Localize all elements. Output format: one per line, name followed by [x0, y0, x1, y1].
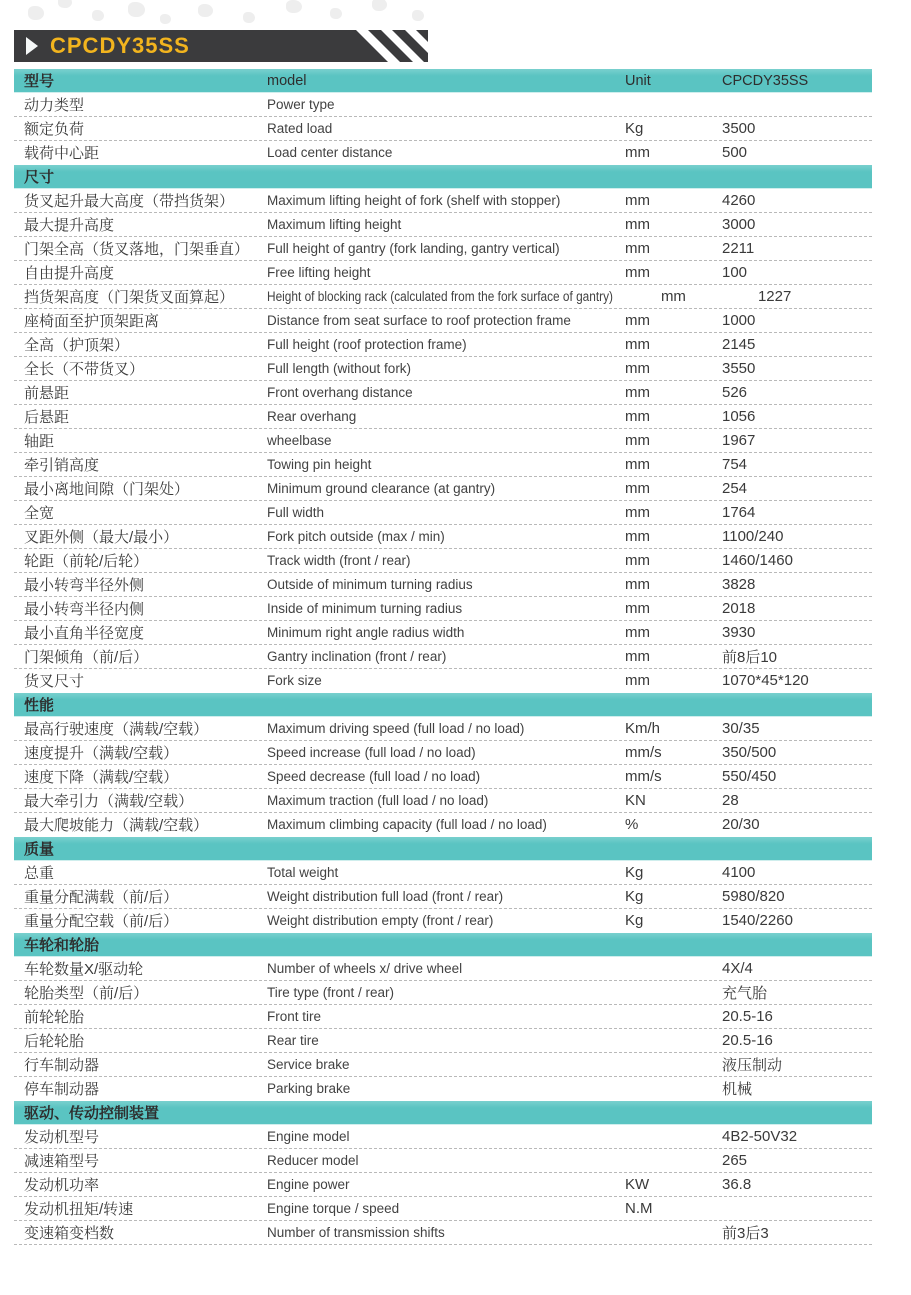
spec-value: 液压制动 — [722, 1057, 783, 1074]
spec-label-cn: 载荷中心距 — [24, 145, 100, 162]
spec-label-cn: 全长（不带货叉） — [24, 361, 145, 378]
watermark-blob — [58, 0, 72, 8]
spec-row — [14, 453, 872, 477]
section-title: 性能 — [24, 697, 55, 714]
spec-label-cn: 门架倾角（前/后） — [24, 649, 149, 666]
spec-label-cn: 总重 — [24, 865, 55, 882]
section-header — [14, 933, 872, 957]
spec-row — [14, 813, 872, 837]
spec-label-en: Tire type (front / rear) — [267, 985, 395, 1000]
spec-row — [14, 573, 872, 597]
spec-row — [14, 213, 872, 237]
section-title: 质量 — [24, 841, 55, 858]
spec-value: 1000 — [722, 312, 756, 329]
section-title: 尺寸 — [24, 169, 55, 186]
spec-label-cn: 前轮轮胎 — [24, 1009, 85, 1026]
spec-label-cn: 车轮数量X/驱动轮 — [24, 961, 144, 978]
spec-value: 100 — [722, 264, 748, 281]
spec-row — [14, 765, 872, 789]
spec-label-en: Load center distance — [267, 145, 393, 160]
spec-unit: mm — [625, 144, 650, 161]
spec-row — [14, 501, 872, 525]
spec-label-en: Engine torque / speed — [267, 1201, 400, 1216]
spec-label-en: Fork pitch outside (max / min) — [267, 529, 445, 544]
spec-label-cn: 发动机型号 — [24, 1129, 100, 1146]
spec-value: 1100/240 — [722, 528, 784, 545]
spec-value: 4X/4 — [722, 960, 753, 977]
spec-label-en: Power type — [267, 97, 335, 112]
spec-value: 754 — [722, 456, 748, 473]
watermark-blob — [92, 10, 104, 21]
spec-value: 2018 — [722, 600, 756, 617]
spec-label-en: Engine power — [267, 1177, 350, 1192]
spec-label-cn: 最大提升高度 — [24, 217, 115, 234]
spec-label-en: Inside of minimum turning radius — [267, 601, 463, 616]
spec-unit: mm/s — [625, 744, 662, 761]
spec-label-en: Rear overhang — [267, 409, 357, 424]
spec-unit: mm — [625, 432, 650, 449]
spec-unit: mm — [660, 288, 686, 305]
spec-row — [14, 285, 872, 309]
spec-row — [14, 1125, 872, 1149]
spec-unit: Km/h — [625, 720, 661, 737]
spec-label-cn: 行车制动器 — [24, 1057, 100, 1074]
spec-unit: mm — [625, 264, 650, 281]
spec-row — [14, 429, 872, 453]
spec-value: 1056 — [722, 408, 756, 425]
spec-label-cn: 后轮轮胎 — [24, 1033, 85, 1050]
watermark-blob — [412, 10, 424, 21]
spec-label-en: Weight distribution full load (front / rear) — [267, 889, 504, 904]
spec-table — [14, 69, 872, 1245]
section-title: 驱动、传动控制装置 — [24, 1105, 160, 1122]
spec-row — [14, 1173, 872, 1197]
spec-label-en: Speed decrease (full load / no load) — [267, 769, 481, 784]
spec-label-cn: 减速箱型号 — [24, 1153, 100, 1170]
spec-label-en: Towing pin height — [267, 457, 372, 472]
watermark-blob — [28, 6, 44, 20]
spec-row — [14, 237, 872, 261]
model-title: CPCDY35SS — [50, 33, 190, 58]
spec-value: 30/35 — [722, 720, 760, 737]
spec-unit: mm — [625, 624, 650, 641]
spec-label-cn: 速度下降（满载/空载） — [24, 769, 179, 786]
spec-label-en: Engine model — [267, 1129, 350, 1144]
spec-row — [14, 621, 872, 645]
spec-row — [14, 789, 872, 813]
spec-label-en: Full width — [267, 505, 325, 520]
spec-label-cn: 轴距 — [24, 433, 55, 450]
watermark-blob — [198, 4, 213, 17]
spec-unit: mm — [625, 504, 650, 521]
spec-value: 20.5-16 — [722, 1032, 773, 1049]
spec-row — [14, 597, 872, 621]
spec-label-cn: 最小直角半径宽度 — [24, 625, 145, 642]
spec-row — [14, 981, 872, 1005]
spec-unit: KN — [625, 792, 646, 809]
spec-label-cn: 最高行驶速度（满载/空载） — [24, 721, 209, 738]
watermark-blob — [243, 12, 255, 23]
spec-row — [14, 885, 872, 909]
watermark-blob — [330, 8, 342, 19]
spec-label-cn: 最小离地间隙（门架处） — [24, 481, 190, 498]
spec-label-en: Maximum traction (full load / no load) — [267, 793, 489, 808]
watermark-blob — [286, 0, 302, 13]
spec-unit: mm — [625, 192, 650, 209]
spec-label-cn: 最小转弯半径外侧 — [24, 577, 145, 594]
spec-unit: mm — [625, 360, 650, 377]
spec-label-en: Maximum climbing capacity (full load / no load) — [267, 817, 547, 832]
spec-label-en: Full length (without fork) — [267, 361, 412, 376]
spec-value: 5980/820 — [722, 888, 785, 905]
spec-row — [14, 669, 872, 693]
spec-value: 526 — [722, 384, 748, 401]
spec-value: 1070*45*120 — [722, 672, 809, 689]
spec-row — [14, 1197, 872, 1221]
spec-value: 前3后3 — [722, 1225, 769, 1242]
spec-unit: Kg — [625, 864, 644, 881]
spec-row — [14, 405, 872, 429]
spec-label-en: Track width (front / rear) — [267, 553, 411, 568]
spec-label-cn: 重量分配空载（前/后） — [24, 913, 179, 930]
spec-row — [14, 1077, 872, 1101]
spec-value: 254 — [722, 480, 748, 497]
spec-row — [14, 909, 872, 933]
spec-row — [14, 189, 872, 213]
spec-label-cn: 轮胎类型（前/后） — [24, 985, 149, 1002]
spec-value: 4260 — [722, 192, 756, 209]
spec-value: 4100 — [722, 864, 756, 881]
spec-unit: mm — [625, 336, 650, 353]
spec-row — [14, 381, 872, 405]
spec-row — [14, 141, 872, 165]
spec-label-cn: 停车制动器 — [24, 1081, 100, 1098]
spec-value: 3930 — [722, 624, 756, 641]
spec-label-cn: 变速箱变档数 — [24, 1225, 115, 1242]
spec-unit: Kg — [625, 912, 644, 929]
spec-label-cn: 牵引销高度 — [24, 457, 100, 474]
header-en: model — [267, 72, 307, 89]
spec-label-cn: 发动机扭矩/转速 — [24, 1201, 134, 1218]
spec-label-cn: 额定负荷 — [24, 121, 85, 138]
spec-label-en: Fork size — [267, 673, 322, 688]
spec-row — [14, 309, 872, 333]
spec-unit: N.M — [625, 1200, 653, 1217]
watermark-blob — [160, 14, 171, 24]
spec-label-en: Outside of minimum turning radius — [267, 577, 473, 592]
spec-table-body — [14, 93, 872, 1245]
spec-row — [14, 1005, 872, 1029]
spec-unit: mm — [625, 240, 650, 257]
spec-label-cn: 全宽 — [24, 505, 55, 522]
spec-row — [14, 525, 872, 549]
spec-label-cn: 动力类型 — [24, 97, 85, 114]
spec-label-cn: 货叉尺寸 — [24, 673, 85, 690]
spec-unit: mm — [625, 480, 650, 497]
spec-value: 1460/1460 — [722, 552, 793, 569]
spec-row — [14, 333, 872, 357]
spec-row — [14, 1149, 872, 1173]
spec-row — [14, 1221, 872, 1245]
spec-value: 2211 — [722, 240, 755, 257]
spec-value: 1227 — [757, 288, 792, 305]
spec-value: 265 — [722, 1152, 748, 1169]
spec-label-en: Full height (roof protection frame) — [267, 337, 467, 352]
header-value: CPCDY35SS — [722, 72, 809, 89]
watermark-blob — [372, 0, 387, 11]
spec-value: 充气胎 — [722, 985, 768, 1002]
spec-unit: mm — [625, 576, 650, 593]
spec-row — [14, 549, 872, 573]
spec-label-cn: 重量分配满载（前/后） — [24, 889, 179, 906]
spec-label-en: Maximum lifting height of fork (shelf with stopper) — [267, 193, 561, 208]
spec-label-en: Maximum driving speed (full load / no load) — [267, 721, 525, 736]
spec-value: 1764 — [722, 504, 756, 521]
spec-row — [14, 357, 872, 381]
spec-label-cn: 最大爬坡能力（满载/空载） — [24, 817, 209, 834]
spec-value: 350/500 — [722, 744, 777, 761]
spec-label-en: Height of blocking rack (calculated from the fork surface of gantry) — [267, 289, 613, 304]
spec-label-en: Gantry inclination (front / rear) — [267, 649, 447, 664]
spec-unit: mm — [625, 528, 650, 545]
spec-label-en: Rear tire — [267, 1033, 319, 1048]
spec-label-en: wheelbase — [267, 433, 332, 448]
model-banner — [14, 30, 428, 62]
spec-unit: mm — [625, 384, 650, 401]
spec-row — [14, 861, 872, 885]
header-unit: Unit — [625, 72, 651, 89]
spec-label-cn: 门架全高（货叉落地，门架垂直） — [24, 241, 250, 258]
spec-value: 28 — [722, 792, 739, 809]
spec-label-en: Front overhang distance — [267, 385, 413, 400]
spec-label-en: Minimum right angle radius width — [267, 625, 465, 640]
spec-unit: mm — [625, 552, 650, 569]
header-cn: 型号 — [24, 73, 55, 90]
spec-label-en: Full height of gantry (fork landing, gantry vertical) — [267, 241, 560, 256]
spec-label-en: Front tire — [267, 1009, 322, 1024]
spec-label-cn: 发动机功率 — [24, 1177, 100, 1194]
spec-value: 2145 — [722, 336, 756, 353]
spec-row — [14, 93, 872, 117]
spec-unit: mm — [625, 216, 650, 233]
spec-label-cn: 后悬距 — [24, 409, 70, 426]
spec-row — [14, 117, 872, 141]
spec-unit: mm/s — [625, 768, 662, 785]
spec-value: 前8后10 — [722, 649, 778, 666]
spec-label-cn: 货叉起升最大高度（带挡货架） — [24, 193, 235, 210]
spec-label-en: Rated load — [267, 121, 333, 136]
section-title: 车轮和轮胎 — [24, 937, 100, 954]
spec-value: 20.5-16 — [722, 1008, 773, 1025]
spec-label-cn: 轮距（前轮/后轮） — [24, 553, 149, 570]
spec-label-en: Parking brake — [267, 1081, 351, 1096]
spec-value: 36.8 — [722, 1176, 752, 1193]
spec-unit: mm — [625, 672, 650, 689]
spec-row — [14, 645, 872, 669]
spec-label-cn: 速度提升（满载/空载） — [24, 745, 179, 762]
spec-label-en: Reducer model — [267, 1153, 359, 1168]
spec-row — [14, 477, 872, 501]
table-header-row — [14, 69, 872, 93]
spec-value: 1967 — [722, 432, 756, 449]
spec-row — [14, 717, 872, 741]
section-header — [14, 165, 872, 189]
spec-value: 3828 — [722, 576, 756, 593]
spec-label-cn: 叉距外侧（最大/最小） — [24, 529, 179, 546]
spec-value: 4B2-50V32 — [722, 1128, 798, 1145]
spec-unit: Kg — [625, 888, 644, 905]
spec-row — [14, 1053, 872, 1077]
spec-label-en: Service brake — [267, 1057, 350, 1072]
spec-row — [14, 261, 872, 285]
spec-unit: mm — [625, 648, 650, 665]
spec-unit: mm — [625, 456, 650, 473]
spec-label-cn: 前悬距 — [24, 385, 70, 402]
spec-unit: mm — [625, 408, 650, 425]
spec-label-en: Free lifting height — [267, 265, 371, 280]
spec-value: 3550 — [722, 360, 756, 377]
section-header — [14, 693, 872, 717]
spec-label-en: Minimum ground clearance (at gantry) — [267, 481, 496, 496]
spec-value: 500 — [722, 144, 748, 161]
spec-value: 1540/2260 — [722, 912, 793, 929]
spec-value: 3000 — [722, 216, 756, 233]
spec-label-cn: 最大牵引力（满载/空载） — [24, 793, 194, 810]
spec-value: 3500 — [722, 120, 756, 137]
spec-row — [14, 1029, 872, 1053]
spec-row — [14, 957, 872, 981]
spec-value: 550/450 — [722, 768, 777, 785]
spec-unit: % — [625, 816, 639, 833]
spec-value: 机械 — [722, 1081, 753, 1098]
section-header — [14, 1101, 872, 1125]
spec-unit: mm — [625, 312, 650, 329]
spec-label-en: Speed increase (full load / no load) — [267, 745, 476, 760]
spec-label-cn: 全高（护顶架） — [24, 337, 130, 354]
watermark-blob — [128, 2, 145, 17]
spec-label-en: Weight distribution empty (front / rear) — [267, 913, 494, 928]
spec-label-cn: 座椅面至护顶架距离 — [24, 313, 160, 330]
spec-label-en: Total weight — [267, 865, 339, 880]
spec-label-en: Maximum lifting height — [267, 217, 402, 232]
spec-value: 20/30 — [722, 816, 760, 833]
spec-unit: mm — [625, 600, 650, 617]
spec-label-en: Number of transmission shifts — [267, 1225, 445, 1240]
spec-unit: KW — [625, 1176, 650, 1193]
spec-unit: Kg — [625, 120, 644, 137]
spec-label-en: Distance from seat surface to roof protection frame — [267, 313, 571, 328]
spec-label-cn: 最小转弯半径内侧 — [24, 601, 145, 618]
spec-label-cn: 自由提升高度 — [24, 265, 115, 282]
spec-row — [14, 741, 872, 765]
section-header — [14, 837, 872, 861]
spec-label-cn: 挡货架高度（门架货叉面算起） — [24, 289, 235, 306]
spec-label-en: Number of wheels x/ drive wheel — [267, 961, 463, 976]
